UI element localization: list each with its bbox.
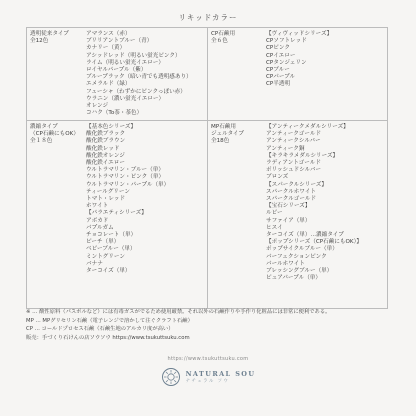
color-item: ラディアントゴールド (266, 160, 321, 167)
cell-items-mp (265, 121, 387, 308)
table-row (27, 28, 387, 120)
color-item: ウルトラマリン・ピンク（単） (86, 174, 165, 181)
color-item: ターコイズ（単）…濃縮タイプ (266, 232, 344, 239)
color-item: ルビー (266, 210, 283, 217)
page-title: リキッドカラー (178, 13, 238, 22)
color-item: ブレッシングブルー（単） (266, 268, 333, 275)
cell-label-transparent (27, 28, 85, 120)
color-item: 【パラエティシリーズ】 (86, 210, 147, 217)
color-item: ベビーブルー（単） (86, 246, 136, 253)
color-item: スパークルホワイト (266, 188, 317, 195)
color-item: 【ポップシリーズ（CP石鹸にもOK）】 (266, 239, 362, 246)
color-item: CPパープル (266, 74, 296, 81)
cell-label-mp (207, 121, 265, 308)
cell-label-line: ジェルタイプ (211, 131, 244, 138)
cell-label-line: 透明従来タイプ (30, 31, 69, 37)
color-item: CPタンジェリン (266, 59, 307, 66)
footnote-line: 販売：手づくり石けんの店ソウソウ https://www.tsukuttsuku.com (26, 334, 190, 341)
shop-url: https://www.tsukuttsuku.com (167, 356, 249, 362)
color-item: 酸化鉄ブラウン (86, 138, 126, 145)
color-item: ピーチ（単） (86, 239, 120, 246)
color-item: アンティークシルバー (266, 138, 321, 145)
cell-items-transparent (85, 28, 207, 120)
color-item: 【基本色シリーズ】 (86, 124, 137, 130)
cell-items-concentrated (85, 121, 207, 308)
brand-name: NATURAL SOU (185, 370, 256, 378)
color-item: パールホワイト (266, 260, 305, 267)
color-item: パプルガム (86, 224, 114, 231)
table-row (27, 120, 387, 308)
color-item: CPピンク (266, 45, 290, 52)
color-item: 【ヴィヴィッドシリーズ】 (266, 31, 333, 37)
color-item: 【スパークルシリーズ】 (266, 181, 327, 188)
color-item: エメラルド（緑） (86, 81, 131, 88)
color-item: CPイエロー (266, 52, 296, 59)
color-item: アンティーク銅 (266, 145, 305, 152)
color-item: アマランス（赤） (86, 31, 131, 37)
color-item: アンティークゴールド (266, 131, 322, 138)
brand-logo (0, 367, 416, 387)
color-item: スパークルゴールド (266, 196, 317, 203)
color-item: バナナ (86, 260, 103, 267)
sun-circle-logo-icon (161, 367, 181, 387)
color-item: オレンジ (86, 103, 109, 110)
color-item: ヒスイ (266, 224, 283, 231)
color-item: ブロンズ (266, 174, 289, 181)
color-item: ピュアパープル（単） (266, 275, 321, 282)
cell-label-line: 全６色 (211, 38, 228, 45)
footnote-line: CP … コールドプロセス石鹸（石鹸生地のアルカリ度が高い） (26, 326, 174, 333)
color-item: サファイア（単） (266, 217, 311, 224)
color-item: アシッドレッド（明るい蛍光ピンク） (86, 52, 181, 59)
cell-label-line: 全18色 (211, 138, 230, 145)
color-item: 酸化鉄ブラック (86, 131, 126, 138)
color-table (26, 27, 388, 309)
color-item: パーフェクションピンク (266, 253, 327, 260)
color-item: トマト・レッド (86, 196, 126, 203)
color-item: ポリッシュドシルバー (266, 167, 322, 174)
color-item: ライム（明るい蛍光イエロー） (86, 59, 164, 66)
color-item: アボカド (86, 217, 109, 224)
color-item: 酸化鉄レッド (86, 145, 120, 152)
color-item: 【宝石シリーズ】 (266, 203, 311, 210)
footnotes (26, 308, 396, 342)
color-item: 酸化鉄オレンジ (86, 152, 125, 159)
color-item: ティールグリーン (86, 188, 130, 195)
color-item: コハク（To茶・茶色） (86, 110, 143, 117)
color-item: ロイヤルパープル（紫） (86, 67, 147, 74)
brand-text (186, 370, 256, 384)
cell-label-line: MP石鹸用 (211, 124, 236, 130)
cell-label-cp (207, 28, 265, 120)
color-item: 【アンティークメダルシリーズ】 (266, 124, 349, 130)
color-item: CP半透明 (266, 81, 291, 88)
color-item: カナリー（黄） (86, 45, 126, 52)
cell-label-concentrated (27, 121, 85, 308)
color-item: CPブルー (266, 67, 290, 74)
color-item: ブリリアントブルー（青） (86, 38, 153, 45)
color-item: フューシャ（わずかにピンクっぽい赤） (86, 88, 186, 95)
color-item: チョコレート（単） (86, 232, 137, 239)
footnote-line: ※ … 酸性原料（パスポルなど）には有毒ガスがでるため使用厳禁。それ以外の石鹸作りや手作り化粧品には非常に便利である。 (26, 309, 331, 315)
color-item: ブループラック（暗い青でも透明感あり） (86, 74, 192, 81)
color-item: ウラニン（濃い蛍光イエロー） (86, 95, 165, 102)
cell-label-line: （CP石鹸にもOK） (30, 131, 79, 138)
cell-label-line: 濃縮タイプ (30, 124, 58, 130)
footnote-line: MP … MPグリセリン石鹸（電子レンジで溶かして注ぐクラフト石鹸） (26, 317, 193, 324)
color-item: CPソフトレッド (266, 38, 307, 45)
color-item: ホワイト (86, 203, 109, 210)
color-item: 【キラキラメダルシリーズ】 (266, 152, 339, 159)
color-item: 酸化鉄イエロー (86, 160, 125, 167)
color-item: ポップサイクルブルー（単） (266, 246, 338, 253)
cell-label-line: 全１８色 (30, 138, 53, 145)
brand-subtitle: ナチュラル ソウ (185, 379, 230, 384)
color-item: ウルトラマリン・ブルー（単） (86, 167, 164, 174)
cell-items-cp (265, 28, 387, 120)
cell-label-line: CP石鹸用 (211, 31, 236, 37)
color-item: ウルトラマリン・パープル（単） (86, 181, 170, 188)
cell-label-line: 全12色 (30, 38, 49, 45)
color-item: ミントグリーン (86, 253, 125, 260)
color-item: ターコイズ（単） (86, 268, 131, 275)
